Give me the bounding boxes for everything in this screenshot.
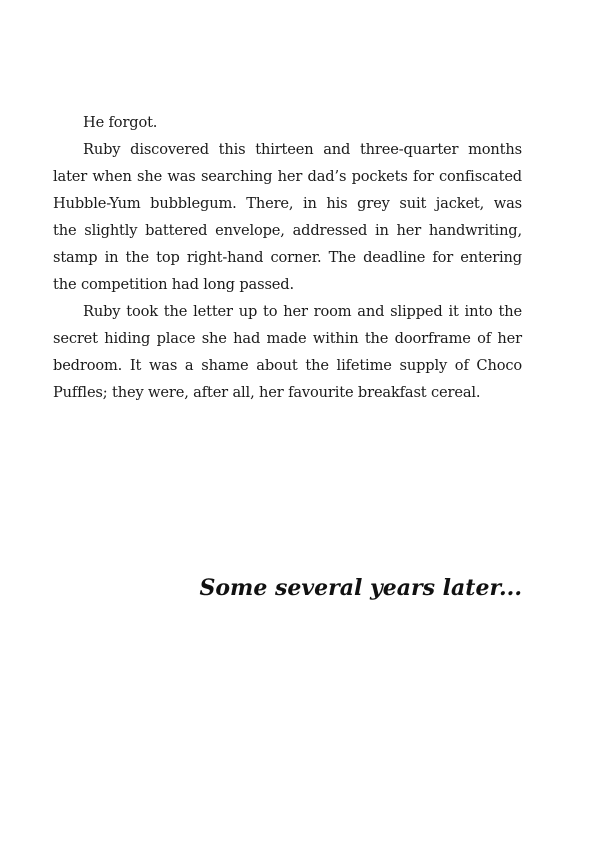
paragraph-2-line-3: Hubble-Yum bubblegum. There, in his grey suit jacket, was (53, 195, 522, 212)
paragraph-2-line-6: the competition had long passed. (53, 276, 294, 293)
paragraph-2-line-4: the slightly battered envelope, addressed in her handwriting, (53, 222, 522, 239)
paragraph-3-line-4: Puffles; they were, after all, her favourite breakfast cereal. (53, 384, 481, 401)
section-heading: Some several years later... (199, 575, 522, 601)
paragraph-3-line-2: secret hiding place she had made within the doorframe of her (53, 330, 522, 347)
paragraph-1-line-1: He forgot. (83, 114, 158, 131)
body-text (53, 109, 522, 406)
paragraph-3-line-3: bedroom. It was a shame about the lifetime supply of Choco (53, 357, 522, 374)
paragraph-2-line-1: Ruby discovered this thirteen and three-quarter months (83, 141, 522, 158)
paragraph-2-line-5: stamp in the top right-hand corner. The deadline for entering (53, 249, 522, 266)
paragraph-3-line-1: Ruby took the letter up to her room and slipped it into the (83, 303, 522, 320)
paragraph-2-line-2: later when she was searching her dad’s pockets for confiscated (53, 168, 522, 185)
